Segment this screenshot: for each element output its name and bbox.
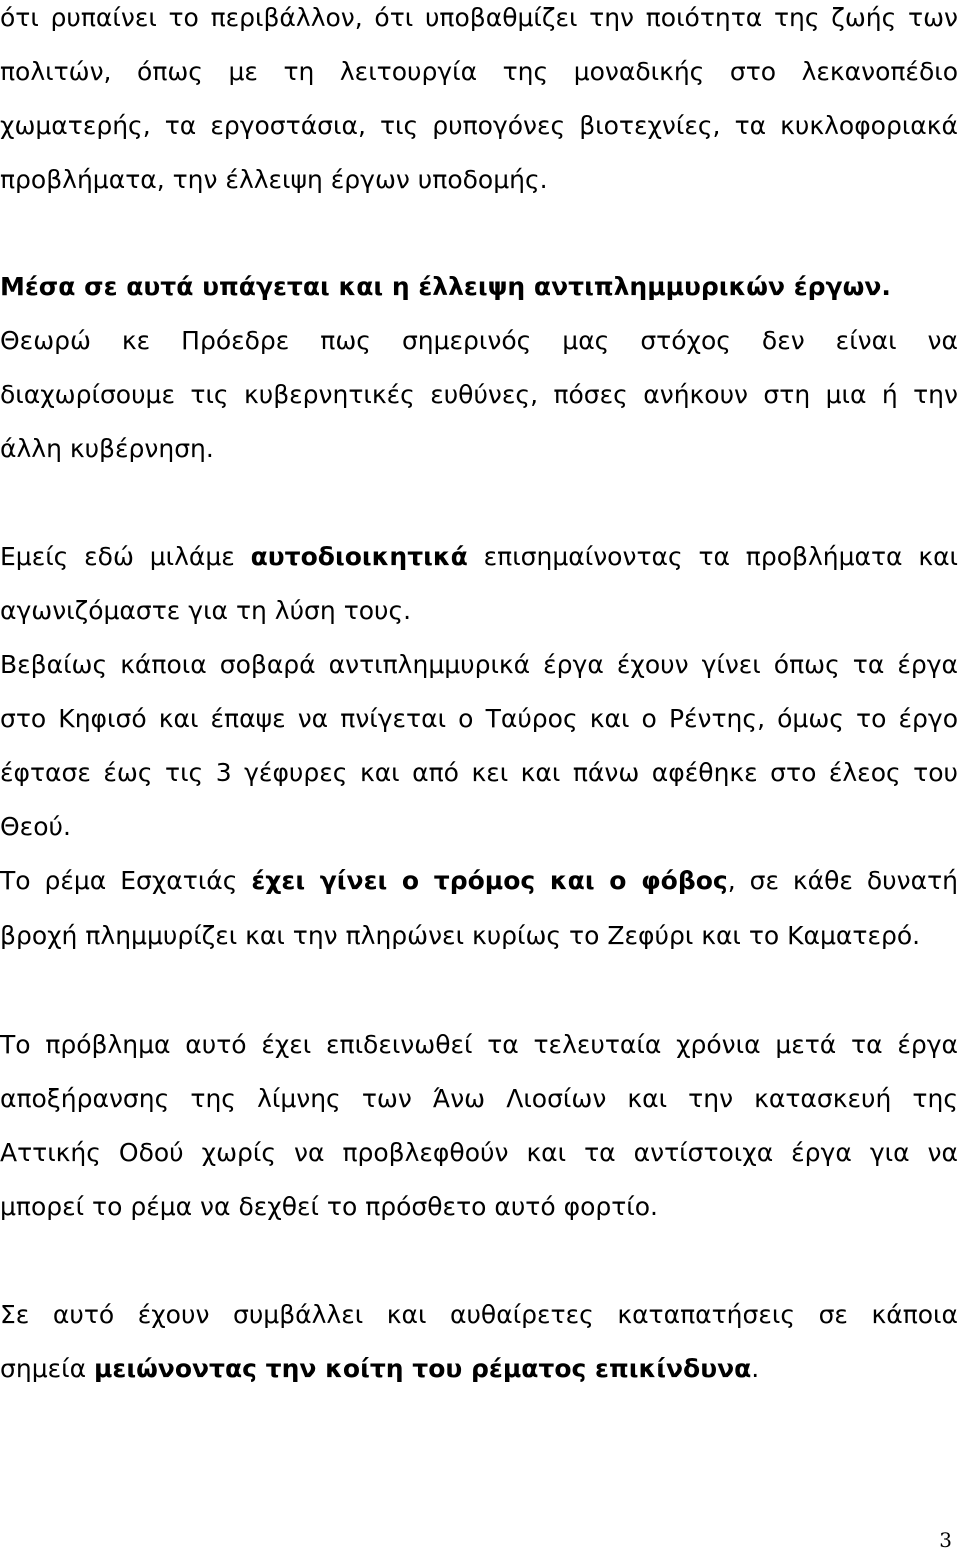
page-number: 3 — [939, 1528, 952, 1552]
text-span: επισημαίνοντας τα προβλήματα και — [483, 542, 959, 571]
text-line: αγωνιζόμαστε για τη λύση τους. — [0, 596, 412, 625]
text-line — [0, 865, 958, 897]
bold-heading-line: Μέσα σε αυτά υπάγεται και η έλλειψη αντιπλημμυρικών έργων. — [0, 272, 891, 301]
text-line: διαχωρίσουμε τις κυβερνητικές ευθύνες, πόσες ανήκουν στη μια ή την — [0, 380, 958, 409]
text-line: αποξήρανσης της λίμνης των Άνω Λιοσίων και την κατασκευή της — [0, 1084, 958, 1113]
bold-text-span: αυτοδιοικητικά — [250, 542, 468, 571]
text-line — [0, 1353, 958, 1385]
text-line: μπορεί το ρέμα να δεχθεί το πρόσθετο αυτό φορτίο. — [0, 1192, 659, 1221]
text-line: Σε αυτό έχουν συμβάλλει και αυθαίρετες καταπατήσεις σε κάποια — [0, 1300, 958, 1329]
text-line: έφτασε έως τις 3 γέφυρες και από κει και πάνω αφέθηκε στο έλεος του — [0, 758, 958, 787]
text-line: προβλήματα, την έλλειψη έργων υποδομής. — [0, 165, 548, 194]
text-line: χωματερής, τα εργοστάσια, τις ρυπογόνες βιοτεχνίες, τα κυκλοφοριακά — [0, 111, 958, 140]
text-line: Αττικής Οδού χωρίς να προβλεφθούν και τα αντίστοιχα έργα για να — [0, 1138, 958, 1167]
text-line — [0, 541, 958, 573]
text-line: Θεωρώ κε Πρόεδρε πως σημερινός μας στόχος δεν είναι να — [0, 326, 958, 355]
text-line: ότι ρυπαίνει το περιβάλλον, ότι υποβαθμίζει την ποιότητα της ζωής των — [0, 3, 958, 32]
text-line: βροχή πλημμυρίζει και την πληρώνει κυρίως το Ζεφύρι και το Καματερό. — [0, 921, 921, 950]
text-line: στο Κηφισό και έπαψε να πνίγεται ο Ταύρος και ο Ρέντης, όμως το έργο — [0, 704, 958, 733]
text-line: άλλη κυβέρνηση. — [0, 434, 214, 463]
bold-text-span: έχει γίνει ο τρόμος και ο φόβος, σε κάθε δυνατή — [251, 866, 958, 895]
text-line: Θεού. — [0, 812, 71, 841]
text-span: σημεία — [0, 1354, 87, 1383]
text-span: Το ρέμα Εσχατιάς — [0, 866, 238, 895]
text-span: Εμείς εδώ μιλάμε — [0, 542, 235, 571]
bold-text-span: μειώνοντας την κοίτη του ρέματος επικίνδυνα — [94, 1354, 752, 1383]
text-line: πολιτών, όπως με τη λειτουργία της μοναδικής στο λεκανοπέδιο — [0, 57, 958, 86]
text-line: Βεβαίως κάποια σοβαρά αντιπλημμυρικά έργα έχουν γίνει όπως τα έργα — [0, 650, 958, 679]
text-span: . — [751, 1354, 760, 1383]
text-line: Το πρόβλημα αυτό έχει επιδεινωθεί τα τελευταία χρόνια μετά τα έργα — [0, 1030, 958, 1059]
